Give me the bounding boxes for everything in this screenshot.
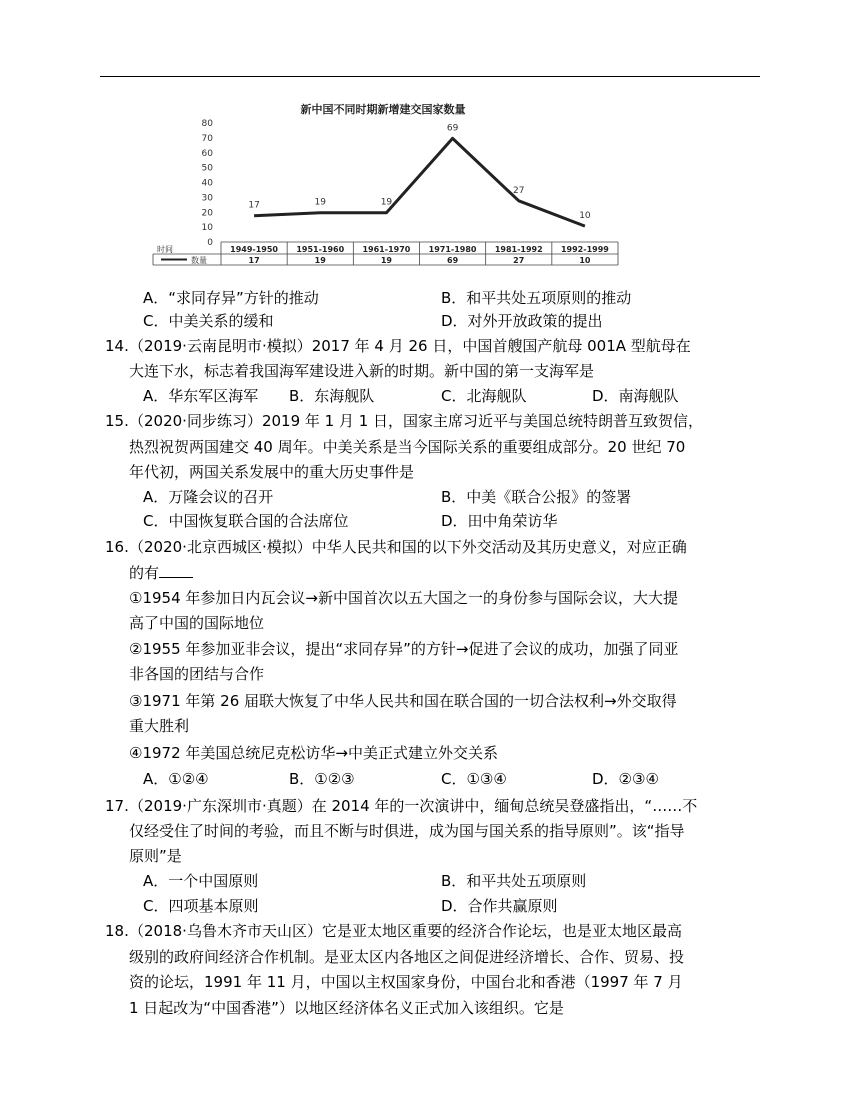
y-tick-label: 60: [201, 148, 213, 159]
q13-option-b[interactable]: B．和平共处五项原则的推动: [441, 289, 632, 307]
q17-stem-line2: 仅经受住了时间的考验，而且不断与时俱进，成为国与国关系的指导原则”。该“指导: [129, 822, 685, 840]
q17-option-d[interactable]: D．合作共赢原则: [441, 897, 558, 915]
y-axis-ticks: [202, 119, 214, 248]
table-value: 69: [447, 256, 459, 265]
q16-item-3-line2: 重大胜利: [129, 717, 190, 735]
q16-item-3-line1: ③1971 年第 26 届联大恢复了中华人民共和国在联合国的一切合法权利→外交取得: [129, 692, 677, 710]
q13-option-a[interactable]: A．“求同存异”方针的推动: [143, 289, 319, 307]
table-value: 19: [380, 256, 392, 265]
q14-number: 14.: [105, 337, 129, 355]
table-value: 10: [579, 256, 591, 265]
q14-option-c[interactable]: C．北海舰队: [441, 387, 527, 405]
data-label: 10: [579, 211, 591, 222]
q16-option-c[interactable]: C．①③④: [441, 770, 507, 788]
series-line: [248, 123, 591, 226]
q18-stem-line3: 资的论坛，1991 年 11 月，中国以主权国家身份，中国台北和香港（1997 年 7 月: [129, 973, 683, 991]
q15-stem-line3: 年代初，两国关系发展中的重大历史事件是: [129, 463, 415, 481]
q15-option-a[interactable]: A．万隆会议的召开: [143, 488, 274, 506]
x-category-label: 1951-1960: [296, 245, 345, 254]
q17-option-b[interactable]: B．和平共处五项原则: [441, 872, 587, 890]
q16-option-a[interactable]: A．①②④: [143, 770, 209, 788]
q16-item-1-line1: ①1954 年参加日内瓦会议→新中国首次以五大国之一的身份参与国际会议，大大提: [129, 589, 678, 607]
q18-stem-line4: 1 日起改为“中国香港”）以地区经济体名义正式加入该组织。它是: [129, 999, 564, 1017]
data-label: 27: [513, 185, 525, 196]
q16-item-2-line2: 非各国的团结与合作: [129, 665, 265, 683]
y-tick-label: 80: [201, 119, 213, 129]
q16-item-1-line2: 高了中国的国际地位: [129, 614, 265, 632]
q14-stem-line1: （2019·云南昆明市·模拟）2017 年 4 月 26 日，中国首艘国产航母 001A 型航母在: [129, 337, 691, 355]
data-label: 17: [248, 200, 260, 211]
q15-option-c[interactable]: C．中国恢复联合国的合法席位: [143, 512, 349, 530]
q17-option-a[interactable]: A．一个中国原则: [143, 872, 259, 890]
x-category-label: 1971-1980: [428, 245, 477, 254]
y-tick-label: 70: [201, 133, 213, 144]
q16-option-b[interactable]: B．①②③: [289, 770, 355, 788]
q18-number: 18.: [105, 922, 129, 940]
table-value: 19: [314, 256, 326, 265]
chart-title: 新中国不同时期新增建交国家数量: [300, 103, 466, 116]
table-header-count: 数量: [191, 256, 207, 265]
q17-stem-line1: （2019·广东深圳市·真题）在 2014 年的一次演讲中，缅甸总统吴登盛指出，“……不: [129, 797, 698, 815]
table-value: 27: [513, 256, 525, 265]
q13-option-c[interactable]: C．中美关系的缓和: [143, 312, 274, 330]
q18-stem-line1: （2018·乌鲁木齐市天山区）它是亚太地区重要的经济合作论坛，也是亚太地区最高: [129, 922, 682, 940]
x-category-label: 1981-1992: [494, 245, 543, 254]
series-polyline: [254, 138, 585, 226]
q17-option-c[interactable]: C．四项基本原则: [143, 897, 259, 915]
table-value: 17: [248, 256, 260, 265]
line-chart: [131, 89, 635, 277]
q16-number: 16.: [105, 538, 129, 556]
q16-item-2-line1: ②1955 年参加亚非会议，提出“求同存异”的方针→促进了会议的成功，加强了同亚: [129, 640, 679, 658]
data-table: [153, 242, 618, 265]
q16-stem-line2: [129, 562, 193, 584]
data-label: 19: [380, 197, 393, 208]
q14-option-b[interactable]: B．东海舰队: [289, 387, 375, 405]
x-category-label: 1992-1999: [560, 245, 609, 254]
q17-stem-line3: 原则”是: [129, 847, 182, 865]
chart-svg: [131, 89, 635, 277]
y-tick-label: 10: [201, 223, 213, 234]
q14-option-a[interactable]: A．华东军区海军: [143, 387, 259, 405]
q15-option-b[interactable]: B．中美《联合公报》的签署: [441, 488, 632, 506]
y-tick-label: 0: [207, 238, 213, 248]
q15-option-d[interactable]: D．田中角荣访华: [441, 512, 558, 530]
x-category-label: 1949-1950: [230, 245, 279, 254]
data-label: 19: [314, 197, 326, 208]
q13-option-d[interactable]: D．对外开放政策的提出: [441, 312, 603, 330]
q15-number: 15.: [105, 412, 129, 430]
q16-option-d[interactable]: D．②③④: [592, 770, 659, 788]
q16-stem-text: 的有: [129, 564, 160, 582]
q18-stem-line2: 级别的政府间经济合作机制。是亚太区内各地区之间促进经济增长、合作、贸易、投: [129, 948, 685, 966]
table-header-time: 时间: [157, 245, 173, 254]
q14-stem-line2: 大连下水，标志着我国海军建设进入新的时期。新中国的第一支海军是: [129, 362, 595, 380]
q16-item-4: ④1972 年美国总统尼克松访华→中美正式建立外交关系: [129, 744, 498, 762]
y-tick-label: 50: [201, 163, 213, 174]
q16-stem-line1: （2020·北京西城区·模拟）中华人民共和国的以下外交活动及其历史意义，对应正确: [129, 538, 687, 556]
y-tick-label: 40: [201, 178, 213, 189]
y-tick-label: 30: [201, 193, 213, 204]
q14-option-d[interactable]: D．南海舰队: [592, 387, 679, 405]
data-label: 69: [446, 123, 459, 134]
x-category-label: 1961-1970: [362, 245, 411, 254]
y-tick-label: 20: [201, 208, 213, 219]
q15-stem-line1: （2020·同步练习）2019 年 1 月 1 日，国家主席习近平与美国总统特朗普互致贺信，: [129, 412, 704, 430]
header-rule: [100, 76, 760, 77]
q17-number: 17.: [105, 797, 129, 815]
answer-blank[interactable]: [159, 563, 193, 578]
q15-stem-line2: 热烈祝贺两国建交 40 周年。中美关系是当今国际关系的重要组成部分。20 世纪 70: [129, 438, 686, 456]
